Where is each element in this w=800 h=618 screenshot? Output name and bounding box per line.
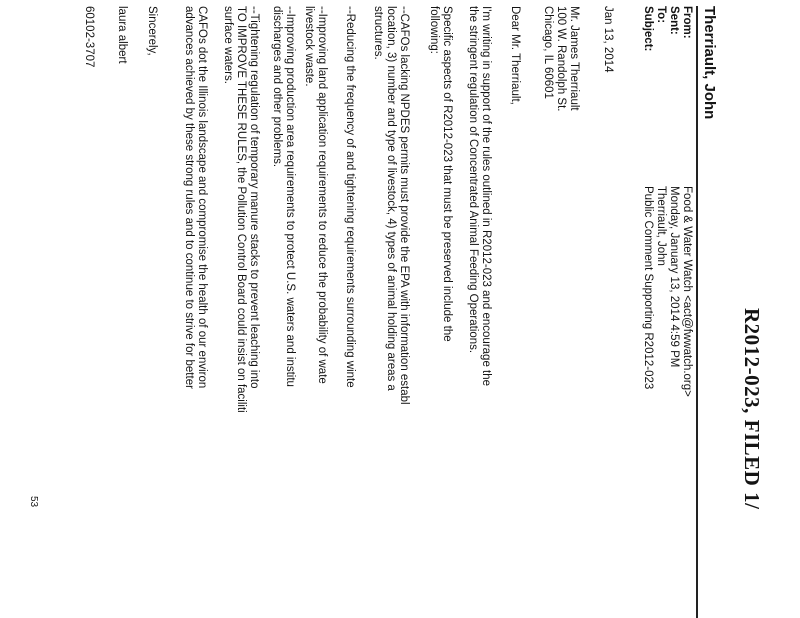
sent-value: Monday, January 13, 2014 4:59 PM (668, 186, 680, 368)
closing: Sincerely, (146, 6, 158, 56)
paragraph-line: I'm writing in support of the rules outlined in R2012-023 and encourage the (480, 6, 492, 387)
paragraph-line: surface waters. (222, 6, 234, 84)
paragraph-line: CAFOs dot the Illinois landscape and compromise the health of our environ (196, 6, 208, 389)
paragraph-line: livestock waste. (303, 6, 315, 87)
address-line: 100 W. Randolph St. (555, 6, 567, 112)
paragraph-line: --Improving production area requirements to protect U.S. waters and institu (284, 6, 296, 387)
from-value: Food & Water Watch <act@fwwatch.org> (681, 186, 693, 397)
paragraph-line: following: (428, 6, 440, 54)
paragraph-line: --Reducing the frequency of and tightening requirements surrounding winte (344, 6, 356, 388)
address-line: Mr. James Therriault (568, 6, 580, 111)
paragraph-line: --Tightening regulation of temporary manure stacks to prevent leaching into (248, 6, 260, 389)
paragraph-line: --Improving land application requirements to reduce the probability of wate (316, 6, 328, 384)
paragraph-line: discharges and other problems. (271, 6, 283, 168)
to-value: Therriault, John (655, 186, 667, 266)
filed-stamp: R2012-023, FILED 1/ (740, 308, 764, 510)
header-name: Therriault, John (701, 6, 718, 120)
paragraph-line: --CAFOs lacking NPDES permits must provide the EPA with information establ (398, 6, 410, 405)
signature-name: laura albert (116, 6, 128, 64)
signature-zip: 60102-3707 (83, 6, 95, 68)
subject-value: Public Comment Supporting R2012-023 (642, 186, 654, 390)
paragraph-line: the stringent regulation of Concentrated Animal Feeding Operations. (467, 6, 479, 354)
page-number: 53 (28, 496, 39, 508)
paragraph-line: advances achieved by these strong rules and to continue to strive for better (183, 6, 195, 389)
paragraph-line: TO IMPROVE THESE RULES, the Pollution Control Board could insist on faciliti (235, 6, 247, 413)
paragraph-line: structures. (372, 6, 384, 60)
letter-date: Jan 13, 2014 (602, 6, 614, 73)
subject-label: Subject: (642, 6, 654, 52)
paragraph-line: location, 3) number and type of livestock, 4) types of animal holding areas a (385, 6, 397, 391)
header-divider (697, 6, 699, 618)
salutation: Dear Mr. Therriault, (509, 6, 521, 105)
sent-label: Sent: (668, 6, 680, 35)
to-label: To: (655, 6, 667, 24)
address-line: Chicago, IL 60601 (542, 6, 554, 99)
paragraph-line: Specific aspects of R2012-023 that must be preserved include the (441, 6, 453, 342)
from-label: From: (681, 6, 693, 39)
